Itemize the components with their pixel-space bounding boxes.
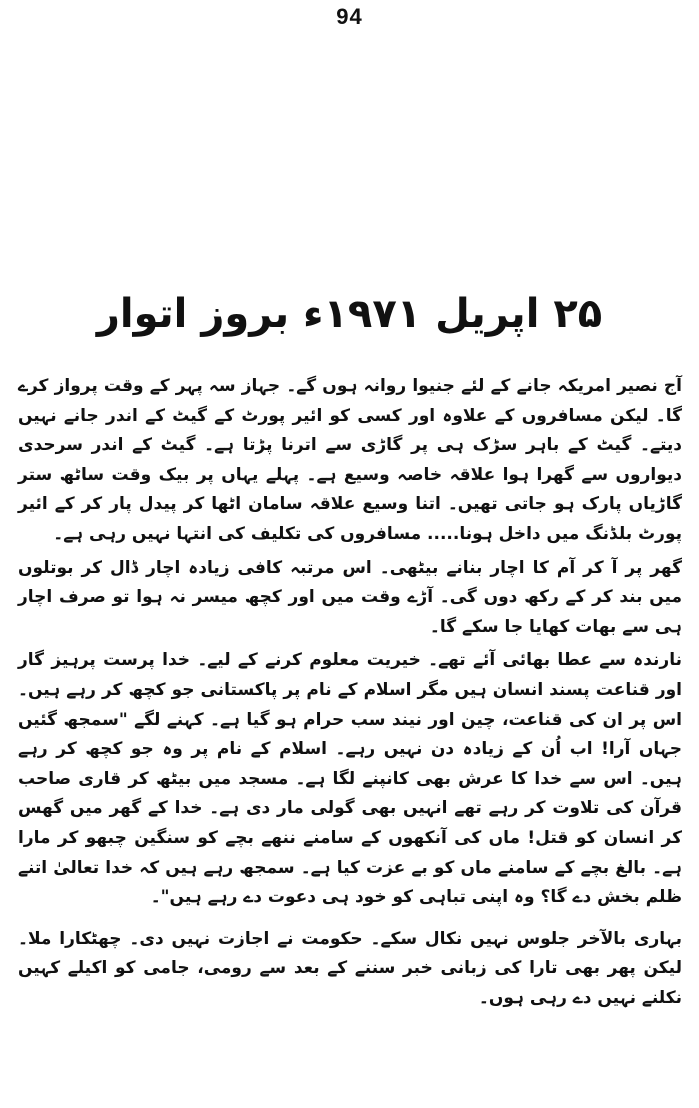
paragraph-pickle: گھر پر آ کر آم کا اچار بنانے بیٹھی۔ اس مرتبہ کافی زیادہ اچار ڈال کر بوتلوں میں بند کر کے رکھ دوں گی۔ آڑے وقت میں اور کچھ میسر نہ ہوا تو صرف اچار ہی سے بھات کھایا جا سکے گا۔ xyxy=(18,557,682,637)
diary-date-heading: ۲۵ اپریل ۱۹۷۱ء بروز اتوار xyxy=(96,291,603,337)
diary-body xyxy=(18,372,682,1013)
page-number: 94 xyxy=(336,4,363,29)
paragraph-airport: آج نصیر امریکہ جانے کے لئے جنیوا روانہ ہوں گے۔ جہاز سہ پہر کے وقت پرواز کرے گا۔ لیکن مسافروں کے علاوہ اور کسی کو ائیر پورٹ کے گیٹ کے اندر جانے نہیں دیتے۔ گیٹ کے باہر سڑک ہی پر گاڑی سے اترنا پڑتا ہے۔ گیٹ کے اندر سرحدی دیواروں سے گھرا ہوا علاقہ خاصہ وسیع ہے۔ پہلے یہاں پر بیک وقت ساٹھ ستر گاڑیاں پارک ہو جاتی تھیں۔ اتنا وسیع علاقہ سامان اٹھا کر پیدل پار کر کے ائیر پورٹ بلڈنگ میں داخل ہونا..... مسافروں کی تکلیف کی انتہا نہیں رہی ہے۔ xyxy=(18,376,682,544)
paragraph-procession: بہاری بالآخر جلوس نہیں نکال سکے۔ حکومت نے اجازت نہیں دی۔ چھٹکارا ملا۔ لیکن پھر بھی تارا کی زبانی خبر سننے کے بعد سے رومی، جامی کو اکیلے کہیں نکلنے نہیں دے رہی ہوں۔ xyxy=(18,928,682,1008)
paragraph-ata-bhai: نارندہ سے عطا بھائی آئے تھے۔ خیریت معلوم کرنے کے لیے۔ خدا پرست پرہیز گار اور قناعت پسند انسان ہیں مگر اسلام کے نام پر پاکستانی جو کچھ کر رہے ہیں۔ اس پر ان کی قناعت، چین اور نیند سب حرام ہو گیا ہے۔ کہنے لگے "سمجھ گئیں جہاں آرا! اب اُن کے زیادہ دن نہیں رہے۔ اسلام کے نام پر وہ جو کچھ کر رہے ہیں۔ اس سے خدا کا عرش بھی کانپنے لگا ہے۔ مسجد میں بیٹھ کر قاری صاحب قرآن کی تلاوت کر رہے تھے انہیں بھی گولی مار دی ہے۔ خدا کے گھر میں گھس کر انسان کو قتل! ماں کی آنکھوں کے سامنے ننھے بچے کو سنگین چبھو کر مارا ہے۔ بالغ بچے کے سامنے ماں کو بے عزت کیا ہے۔ سمجھ رہے ہیں کہ خدا تعالیٰ اتنے ظلم بخش دے گا؟ وہ اپنی تباہی کو خود ہی دعوت دے رہے ہیں"۔ xyxy=(18,650,682,908)
